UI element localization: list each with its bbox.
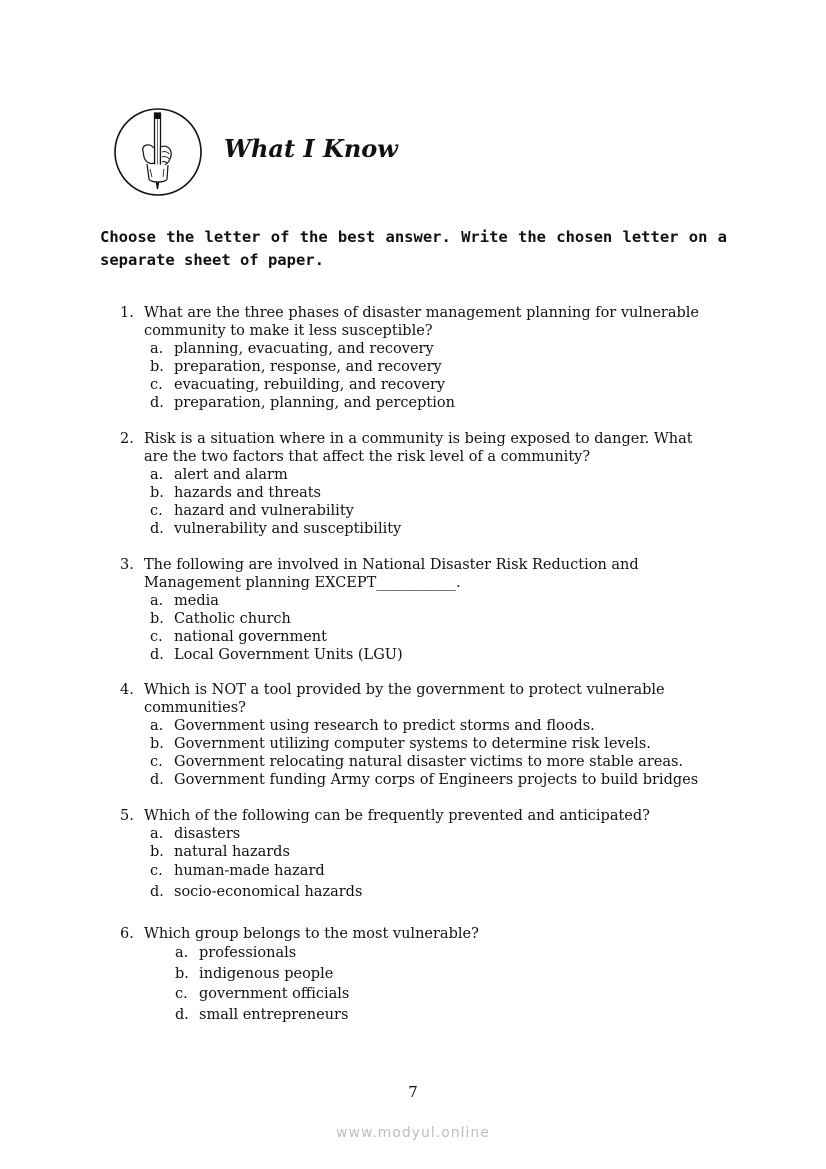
option-c: c. hazard and vulnerability xyxy=(150,503,354,519)
option-d: d. small entrepreneurs xyxy=(175,1006,349,1023)
question-2 xyxy=(120,430,720,538)
question-text: What are the three phases of disaster management planning for vulnerable community to make it less susceptible? xyxy=(144,305,700,339)
option-d: d. Government funding Army corps of Engineers projects to build bridges xyxy=(150,772,699,788)
question-text: The following are involved in National Disaster Risk Reduction and Management planning EXCEPT___________. xyxy=(144,557,639,591)
option-d: d. vulnerability and susceptibility xyxy=(150,521,402,537)
option-a: a. disasters xyxy=(150,826,241,842)
option-c: c. human-made hazard xyxy=(150,863,325,879)
question-6 xyxy=(120,925,720,1025)
question-1 xyxy=(120,304,720,412)
option-b: b. Catholic church xyxy=(150,611,291,627)
option-c: c. evacuating, rebuilding, and recovery xyxy=(150,377,446,393)
question-text: Risk is a situation where in a community is being exposed to danger. What are the two factors that affect the risk level of a community? xyxy=(144,431,693,465)
option-c: c. national government xyxy=(150,629,327,645)
page-number: 7 xyxy=(408,1083,418,1101)
question-number: 2. xyxy=(120,431,134,447)
instructions: Choose the letter of the best answer. Write the chosen letter on a separate sheet of paper. xyxy=(100,228,727,269)
question-text: Which of the following can be frequently prevented and anticipated? xyxy=(144,808,650,824)
option-b: b. preparation, response, and recovery xyxy=(150,359,442,375)
watermark: www.modyul.online xyxy=(336,1125,490,1141)
option-b: b. Government utilizing computer systems to determine risk levels. xyxy=(150,736,651,752)
option-d: d. preparation, planning, and perception xyxy=(150,395,455,411)
question-number: 1. xyxy=(120,305,134,321)
question-text: Which is NOT a tool provided by the government to protect vulnerable communities? xyxy=(144,682,665,716)
option-d: d. socio-economical hazards xyxy=(150,883,363,900)
option-c: c. Government relocating natural disaster victims to more stable areas. xyxy=(150,754,684,770)
question-number: 6. xyxy=(120,926,134,942)
option-c: c. government officials xyxy=(175,986,350,1002)
option-b: b. indigenous people xyxy=(175,965,334,982)
question-5 xyxy=(120,807,720,902)
question-text: Which group belongs to the most vulnerable? xyxy=(144,926,479,942)
option-a: a. alert and alarm xyxy=(150,467,288,483)
section-title: What I Know xyxy=(224,134,398,163)
option-a: a. media xyxy=(150,593,219,609)
question-3 xyxy=(120,556,720,664)
option-a: a. planning, evacuating, and recovery xyxy=(150,341,434,357)
pencil-hand-icon xyxy=(113,107,203,197)
question-number: 4. xyxy=(120,682,134,698)
option-b: b. hazards and threats xyxy=(150,485,321,501)
option-a: a. Government using research to predict storms and floods. xyxy=(150,718,595,734)
option-a: a. professionals xyxy=(175,945,297,961)
question-number: 3. xyxy=(120,557,134,573)
option-d: d. Local Government Units (LGU) xyxy=(150,647,403,663)
question-number: 5. xyxy=(120,808,134,824)
option-b: b. natural hazards xyxy=(150,844,290,860)
question-4 xyxy=(120,681,720,789)
